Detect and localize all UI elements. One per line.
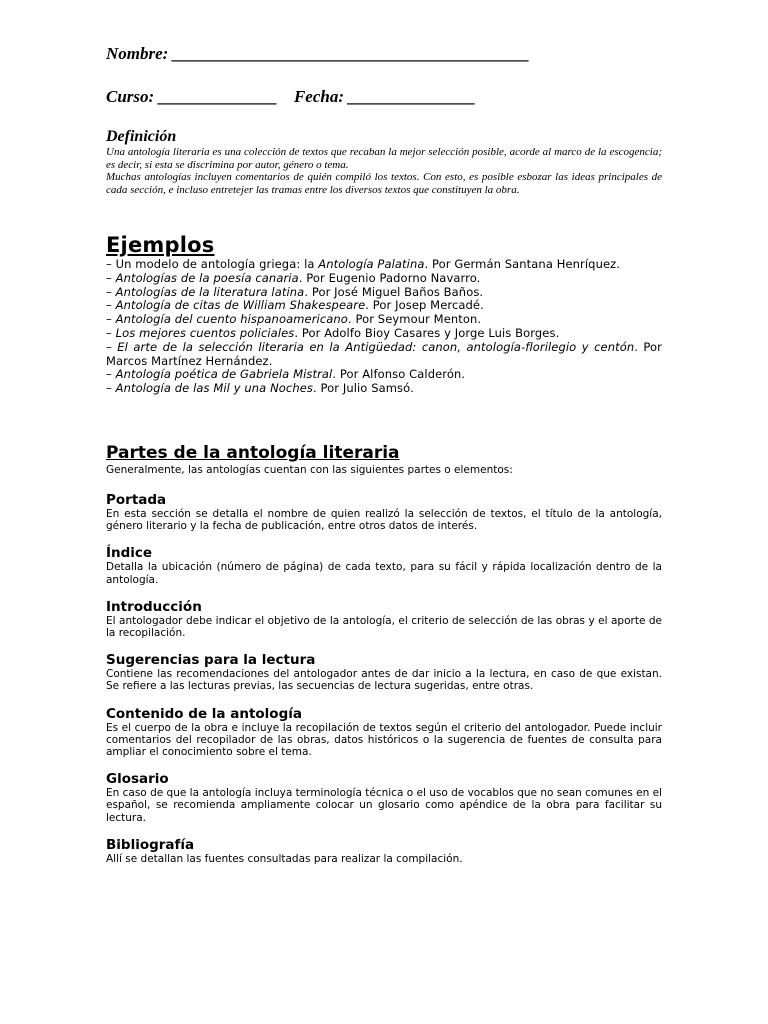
sugerencias-title: Sugerencias para la lectura: [106, 652, 316, 669]
list-item: – Un modelo de antología griega: la Antología Palatina. Por Germán Santana Henríquez.: [106, 257, 621, 271]
bibliografia-title: Bibliografía: [106, 836, 195, 853]
fecha-blank: _______________: [348, 87, 476, 106]
glosario-title: Glosario: [106, 771, 169, 788]
fecha-label: Fecha:: [293, 87, 344, 106]
curso-fecha-field: [106, 87, 476, 107]
ejemplos-list: [106, 258, 662, 396]
curso-label: Curso:: [106, 87, 155, 106]
contenido-title: Contenido de la antología: [106, 705, 302, 722]
introduccion-section: [106, 599, 662, 639]
ejemplos-section: [106, 232, 662, 396]
contenido-text: Es el cuerpo de la obra e incluye la recopilación de textos según el criterio del antologador. Puede incluir comentarios del recopilador de las obras, datos históricos o la sugerencia de fuentes de consulta para ampliar el conocimiento sobre el tema.: [106, 721, 662, 759]
indice-title: Índice: [106, 545, 153, 562]
sugerencias-section: [106, 652, 662, 692]
introduccion-text: El antologador debe indicar el objetivo de la antología, el criterio de selección de las obras y el aporte de la recopilación.: [106, 614, 662, 640]
list-item: – Antología de citas de William Shakespeare. Por Josep Mercadé.: [106, 298, 484, 313]
definicion-section: [106, 127, 662, 196]
nombre-field: [106, 44, 530, 64]
list-item: – El arte de la selección literaria en la Antigüedad: canon, antología-florilegio y centón. Por Marcos Martínez Hernández.: [106, 339, 662, 368]
curso-blank: ______________: [158, 87, 278, 106]
glosario-section: [106, 771, 662, 824]
portada-title: Portada: [106, 492, 167, 508]
bibliografia-text: Allí se detallan las fuentes consultadas para realizar la compilación.: [106, 852, 463, 865]
sugerencias-text: Contiene las recomendaciones del antologador antes de dar inicio a la lectura, en caso de que existan. Se refiere a las lecturas previas, las secuencias de lectura sugeridas, entre otras.: [106, 668, 662, 693]
definicion-paragraph-1: Una antología literaria es una colección de textos que recaban la mejor selección posible, acorde al marco de la escogencia; es decir, si esta se discrimina por autor, género o tema.: [106, 146, 662, 171]
list-item: – Antología de las Mil y una Noches. Por Julio Samsó.: [106, 381, 414, 396]
list-item: – Antologías de la literatura latina. Por José Miguel Baños Baños.: [106, 284, 484, 299]
list-item: – Antología del cuento hispanoamericano. Por Seymour Menton.: [106, 312, 482, 327]
ejemplos-title: Ejemplos: [106, 233, 215, 257]
portada-section: [106, 492, 662, 532]
nombre-label: Nombre:: [106, 44, 169, 63]
nombre-blank: __________________________________________: [172, 44, 530, 63]
portada-text: En esta sección se detalla el nombre de quien realizó la selección de textos, el título de la antología, género literario y la fecha de publicación, entre otros datos de interés.: [106, 508, 662, 533]
bibliografia-section: [106, 837, 662, 865]
indice-text: Detalla la ubicación (número de página) de cada texto, para su fácil y rápida localización dentro de la antología.: [106, 561, 662, 586]
partes-title: Partes de la antología literaria: [106, 443, 400, 463]
introduccion-title: Introducción: [106, 598, 202, 615]
definicion-paragraph-2: Muchas antologías incluyen comentarios de quién compiló los textos. Con esto, es posible esbozar las ideas principales de cada sección, e incluso entretejer las tramas entre los diversos textos que constituyen la obra.: [106, 171, 662, 196]
list-item: – Los mejores cuentos policiales. Por Adolfo Bioy Casares y Jorge Luis Borges.: [106, 325, 560, 340]
glosario-text: En caso de que la antología incluya terminología técnica o el uso de vocablos que no sean comunes en el español, se recomienda ampliamente colocar un glosario como apéndice de la obra para facilitar su lectura.: [106, 787, 662, 824]
list-item: – Antología poética de Gabriela Mistral. Por Alfonso Calderón.: [106, 367, 466, 382]
partes-section: [106, 442, 662, 865]
definicion-title: Definición: [106, 128, 177, 145]
contenido-section: [106, 706, 662, 759]
partes-intro: Generalmente, las antologías cuentan con las siguientes partes o elementos:: [106, 464, 513, 476]
indice-section: [106, 545, 662, 585]
list-item: – Antologías de la poesía canaria. Por Eugenio Padorno Navarro.: [106, 270, 481, 285]
